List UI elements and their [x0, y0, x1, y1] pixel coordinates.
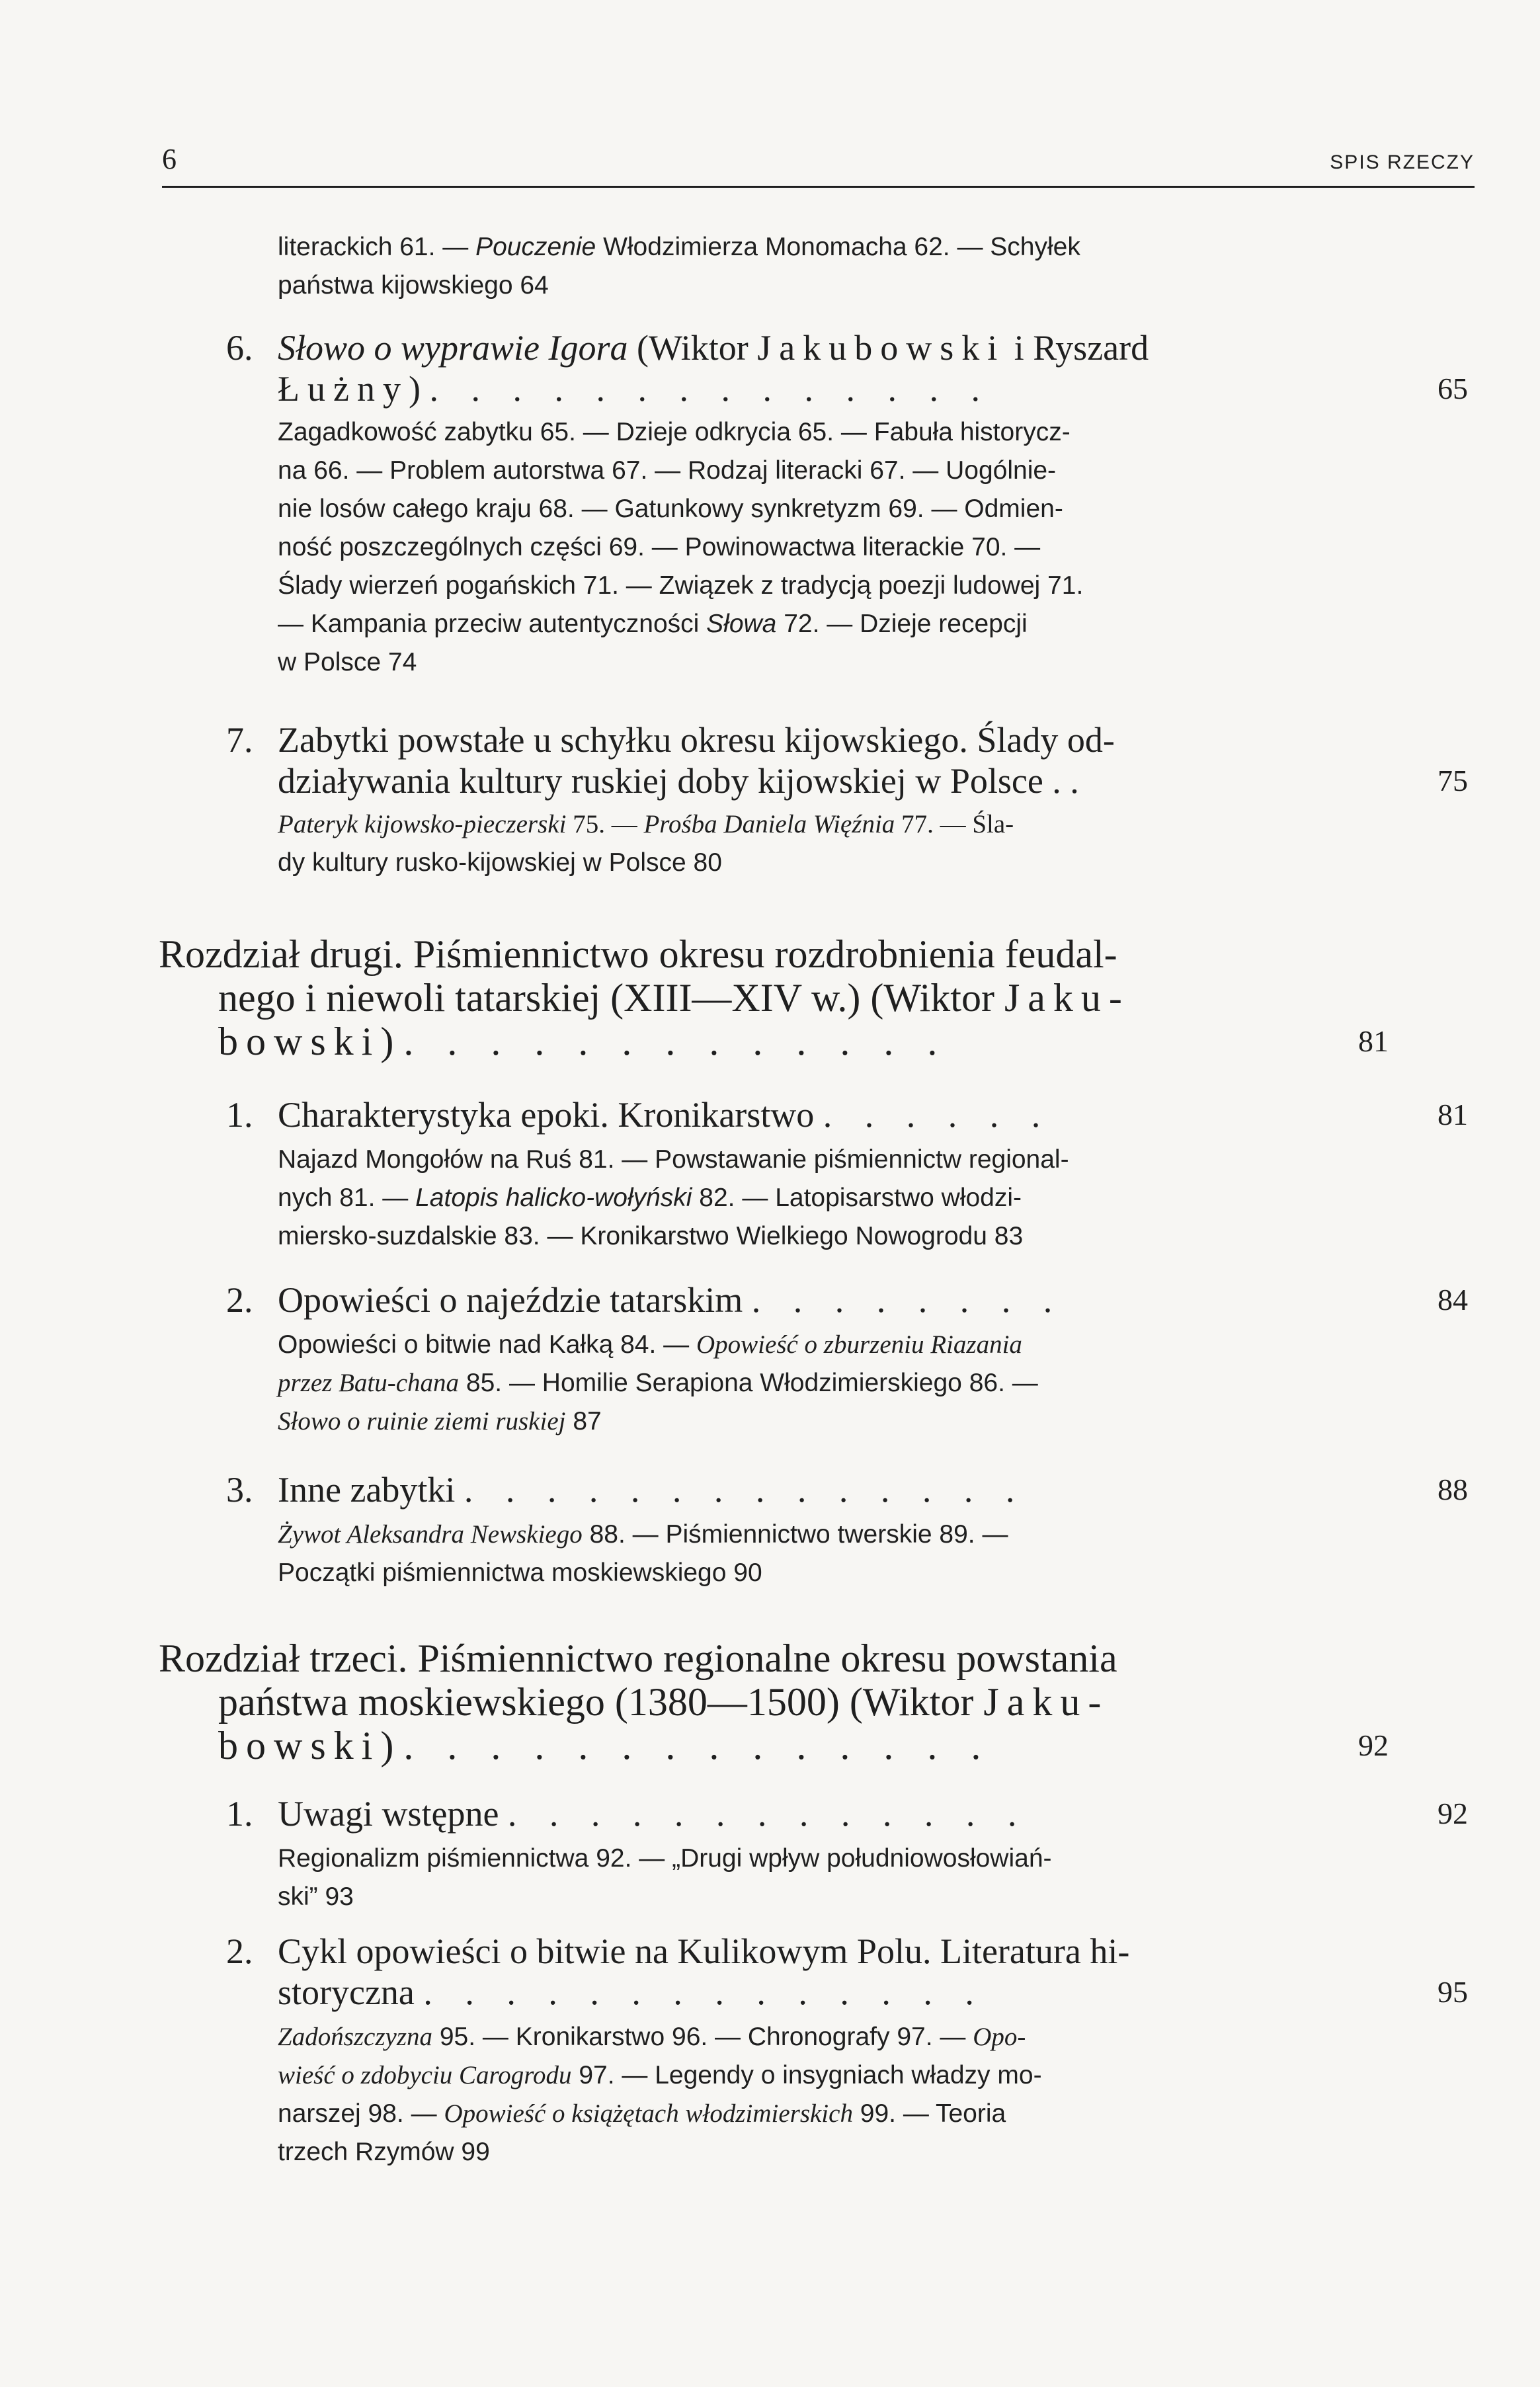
dot-leader: . . . . . . . . . . . . .: [403, 1020, 950, 1063]
toc-entry-2-3: [226, 1469, 1468, 1592]
page-ref: 75: [1438, 764, 1468, 797]
entry-title: Charakterystyka epoki. Kronikarstwo: [278, 1095, 815, 1135]
entry-description: Opowieści o bitwie nad Kałką 84. — Opowieść o zburzeniu Riazania przez Batu-chana 85. — Homilie Serapiona Włodzimierskiego 86. — Słowo o ruinie ziemi ruskiej 87: [278, 1330, 1038, 1436]
chapter-line-1: Rozdział drugi. Piśmiennictwo okresu rozdrobnienia feudal-: [159, 932, 1117, 976]
page-header: [162, 142, 1475, 182]
entry-number: 6.: [226, 328, 253, 368]
cont-line-1: literackich 61. — Pouczenie Włodzimierza Monomacha 62. — Schyłek: [278, 233, 1080, 261]
entry-title-line-2: działywania kultury ruskiej doby kijowskiej w Polsce . . 75: [278, 761, 1468, 801]
page-ref: 88: [1438, 1473, 1468, 1506]
entry-number: 2.: [226, 1280, 253, 1320]
chapter-3-heading: [159, 1637, 1389, 1767]
header-rule: [162, 186, 1475, 188]
running-title: SPIS RZECZY: [1330, 151, 1475, 173]
entry-description: Żywot Aleksandra Newskiego 88. — Piśmiennictwo twerskie 89. — Początki piśmiennictwa moskiewskiego 90: [278, 1520, 1008, 1587]
page-ref: 92: [1438, 1797, 1468, 1830]
entry-description: Zadońszczyzna 95. — Kronikarstwo 96. — Chronografy 97. — Opo- wieść o zdobyciu Carogrodu 97. — Legendy o insygniach władzy mo- narszej 98. — Opowieść o książętach włodzimierskich 99. — Teoria trzech Rzymów 99: [278, 2023, 1042, 2166]
page-ref: 92: [1358, 1728, 1389, 1762]
work-title: Słowo o wyprawie Igora: [278, 328, 628, 368]
dot-leader: . . . . . . . . . . . . . .: [464, 1470, 1027, 1510]
page-number: 6: [162, 143, 177, 175]
chapter-line-3: bowski) . . . . . . . . . . . . . . 92: [218, 1724, 1389, 1767]
author-name: Jakubowski: [757, 328, 1006, 368]
dot-leader: . . . . . . . . . . . . . .: [429, 369, 992, 409]
entry-number: 7.: [226, 720, 253, 760]
page-ref: 81: [1358, 1024, 1389, 1058]
toc-entry-3-1: [226, 1793, 1468, 1916]
page-ref: 65: [1438, 372, 1468, 405]
entry-title: Opowieści o najeździe tatarskim: [278, 1280, 743, 1320]
entry-title: Uwagi wstępne: [278, 1794, 499, 1834]
dot-leader: . . . . . . . . . . . . . .: [403, 1724, 993, 1767]
toc-entry-6: [226, 327, 1468, 682]
toc-entry-2-1: [226, 1094, 1468, 1256]
toc-entry-2-2: [226, 1279, 1468, 1441]
page-ref: 95: [1438, 1975, 1468, 2009]
entry-description: Regionalizm piśmiennictwa 92. — „Drugi wpływ południowosłowiań- ski” 93: [278, 1844, 1052, 1911]
continuation-text: [278, 228, 1349, 305]
entry-number: 2.: [226, 1931, 253, 1971]
entry-title-line-2: Łużny) . . . . . . . . . . . . . . 65: [278, 369, 1468, 409]
toc-entry-7: [226, 719, 1468, 882]
chapter-line-2: państwa moskiewskiego (1380—1500) (Wiktor Jaku-: [218, 1680, 1110, 1724]
dot-leader: . . . . . .: [823, 1095, 1053, 1135]
entry-number: 3.: [226, 1470, 253, 1510]
entry-number: 1.: [226, 1095, 253, 1135]
dot-leader: . . . . . . . . . . . . .: [507, 1794, 1029, 1834]
chapter-line-3: bowski) . . . . . . . . . . . . . 81: [218, 1020, 1389, 1063]
toc-entry-3-2: 2. Cykl opowieści o bitwie na Kulikowym Polu. Literatura hi- storyczna . . . . . . . . . . . . . . 95 Zadońszczyzna 95. — Kronikarstwo 96. — Chronografy 97. — Opo- wieść o zdobyciu Carogrodu 97. — Legendy o insygniach władzy mo- narszej 98. — Opowieść o książętach włodzimierskich 99. — Teoria trzech Rzymów 99: [278, 1931, 1349, 2171]
chapter-line-1: Rozdział trzeci. Piśmiennictwo regionalne okresu powstania: [159, 1637, 1117, 1680]
entry-title: Inne zabytki: [278, 1470, 456, 1510]
entry-description: Zagadkowość zabytku 65. — Dzieje odkrycia 65. — Fabuła historycz- na 66. — Problem autorstwa 67. — Rodzaj literacki 67. — Uogólnie- nie losów całego kraju 68. — Gatunkowy synkretyzm 69. — Odmien- ność poszczególnych części 69. — Powinowactwa literackie 70. — Ślady wierzeń pogańskich 71. — Związek z tradycją poezji ludowej 71. — Kampania przeciw autentyczności Słowa 72. — Dzieje recepcji w Polsce 74: [278, 418, 1084, 676]
entry-title: Cykl opowieści o bitwie na Kulikowym Polu. Literatura hi-: [278, 1931, 1130, 1971]
entry-number: 1.: [226, 1794, 253, 1834]
page-ref: 84: [1438, 1283, 1468, 1316]
dot-leader: . . . . . . . .: [751, 1280, 1065, 1320]
cont-line-2: państwa kijowskiego 64: [278, 271, 549, 300]
entry-description: Pateryk kijowsko-pieczerski 75. — Prośba Daniela Więźnia 77. — Śla- dy kultury rusko-kijowskiej w Polsce 80: [278, 810, 1014, 877]
author-name: Łużny: [278, 369, 409, 409]
chapter-2-heading: [159, 932, 1389, 1063]
dot-leader: . . . . . . . . . . . . . .: [423, 1972, 986, 2012]
page-ref: 81: [1438, 1098, 1468, 1131]
entry-title-line-1: 6. Słowo o wyprawie Igora (Wiktor Jakubowski i Ryszard: [226, 328, 1149, 368]
entry-description: Najazd Mongołów na Ruś 81. — Powstawanie piśmiennictw regional- nych 81. — Latopis halicko-wołyński 82. — Latopisarstwo włodzi- miersko-suzdalskie 83. — Kronikarstwo Wielkiego Nowogrodu 83: [278, 1145, 1069, 1250]
entry-title-line-1: 7. Zabytki powstałe u schyłku okresu kijowskiego. Ślady od-: [226, 720, 1115, 760]
chapter-line-2: nego i niewoli tatarskiej (XIII—XIV w.) (Wiktor Jaku-: [218, 976, 1130, 1020]
